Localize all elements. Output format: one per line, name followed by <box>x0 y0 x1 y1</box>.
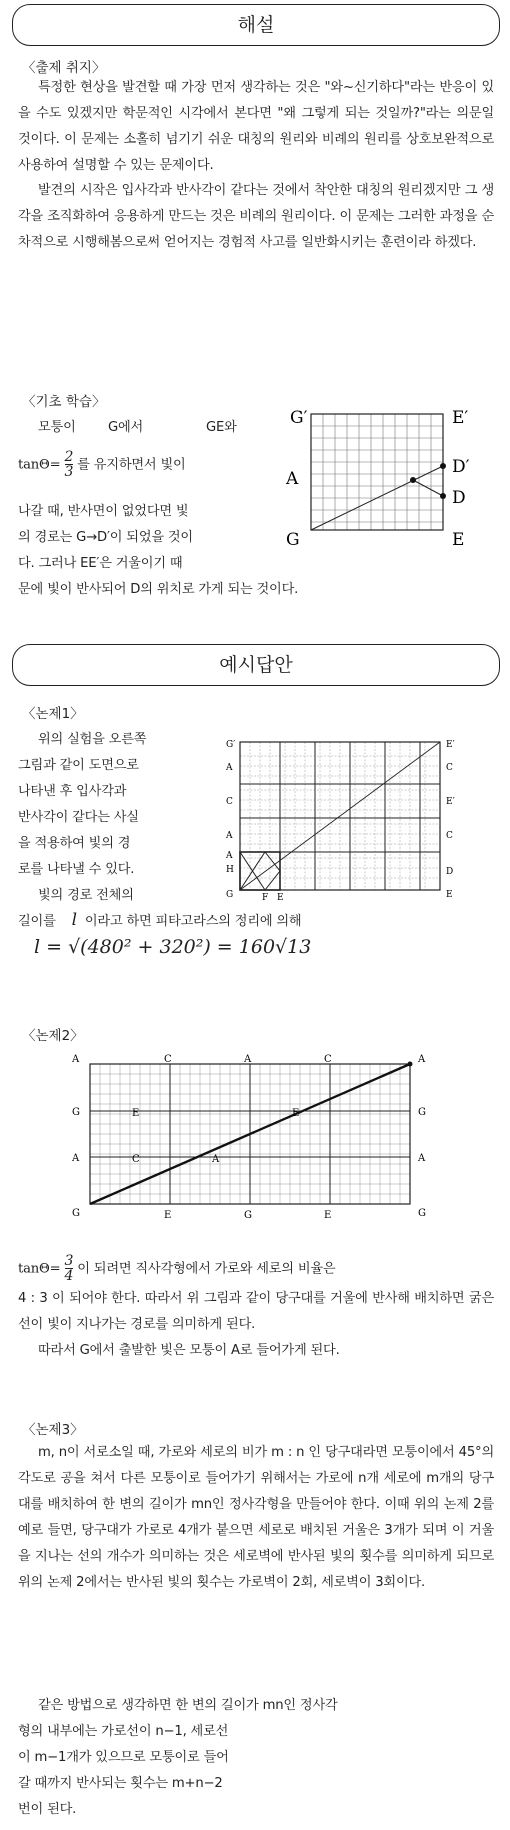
svg-text:C: C <box>446 763 453 773</box>
q3-line-5: 번이 된다. <box>18 1802 77 1817</box>
q1-formula: l = √(480² + 320²) = 160√13 <box>34 936 312 958</box>
basic-line-4: 의 경로는 G→D′이 되었을 것이 <box>18 530 193 545</box>
svg-text:E: E <box>277 893 284 903</box>
q3-line-4: 갈 때까지 반사되는 횟수는 m+n−2 <box>18 1776 223 1791</box>
label-D: D <box>452 488 466 508</box>
svg-text:A: A <box>226 851 233 861</box>
q2-heading: 〈논제2〉 <box>22 1028 84 1044</box>
svg-text:G: G <box>72 1107 80 1118</box>
q2-text: 4 : 3 이 되어야 한다. 따라서 위 그림과 같이 당구대를 거울에 반사해 배치하면 굵은 선이 빛이 지나가는 경로를 의미하게 된다. 따라서 G에서 출발한 빛은 모퉁이 A로 들어가게 된다. <box>18 1291 494 1358</box>
svg-text:E′: E′ <box>446 797 455 807</box>
q3-heading: 〈논제3〉 <box>22 1422 84 1438</box>
svg-text:A: A <box>72 1153 80 1164</box>
q2-tan-fraction: $\frac{3}{4}$ <box>64 1253 74 1284</box>
q2-tan-line: tanΘ= $\frac{3}{4}$ 이 되려면 직사각형에서 가로와 세로의 비율은 <box>18 1253 336 1284</box>
svg-text:E: E <box>164 1210 172 1221</box>
q1-line-6: 로를 나타낼 수 있다. <box>18 862 135 877</box>
svg-text:C: C <box>324 1054 332 1065</box>
basic-line-2: tanΘ= $\frac{2}{3}$ 를 유지하면서 빛이 <box>18 449 186 480</box>
svg-text:G: G <box>418 1107 426 1118</box>
intent-heading: 〈출제 취지〉 <box>22 60 106 76</box>
section-header-explain: 해설 <box>12 4 500 46</box>
svg-text:C: C <box>132 1154 140 1165</box>
svg-text:A: A <box>418 1054 426 1065</box>
svg-text:C: C <box>446 831 453 841</box>
q1-line-4: 반사각이 같다는 사실 <box>18 810 139 825</box>
svg-text:C: C <box>164 1054 172 1065</box>
svg-text:E: E <box>446 890 453 900</box>
q1-heading: 〈논제1〉 <box>22 706 84 722</box>
q2-figure <box>68 1052 430 1222</box>
q3-line-1: 같은 방법으로 생각하면 한 변의 길이가 mn인 정사각 <box>38 1698 338 1713</box>
svg-text:E′: E′ <box>446 740 455 750</box>
svg-text:G: G <box>418 1208 426 1219</box>
svg-text:D: D <box>446 867 454 877</box>
q3-paragraph: m, n이 서로소일 때, 가로와 세로의 비가 m : n 인 당구대라면 모퉁이에서 45°의 각도로 공을 쳐서 다른 모퉁이로 들어가기 위해서는 가로에 n개 세로에 m개의 당구대를 배치하여 한 변의 길이가 mn인 정사각형을 만들어야 한다. 이때 위의 논제 2를 예로 들면, 당구대가 가로로 4개가 붙으면 세로로 배치된 거울은 3개가 되며 이 거울을 지나는 선의 개수가 의미하는 것은 세로벽에 반사된 빛의 횟수를 의미하게 되므로 위의 논제 2에서는 반사된 빛의 횟수는 가로벽이 2회, 세로벽이 3회이다. <box>18 1445 494 1590</box>
svg-text:E: E <box>324 1210 332 1221</box>
q3-line-3: 이 m−1개가 있으므로 모퉁이로 들어 <box>18 1750 229 1765</box>
tan-fraction: $\frac{2}{3}$ <box>64 449 74 480</box>
q1-line-5: 을 적용하여 빛의 경 <box>18 836 131 851</box>
basic-figure <box>286 405 500 575</box>
q3-line-2: 형의 내부에는 가로선이 n−1, 세로선 <box>18 1724 229 1739</box>
q1-line-1: 위의 실험을 오른쪽 <box>38 732 147 747</box>
svg-text:G: G <box>244 1210 252 1221</box>
label-D-prime: D′ <box>452 457 470 477</box>
q1-line-2: 그림과 같이 도면으로 <box>18 758 139 773</box>
svg-text:E: E <box>292 1108 300 1119</box>
svg-text:A: A <box>418 1153 426 1164</box>
svg-text:C: C <box>226 797 233 807</box>
intent-paragraph-1: 특정한 현상을 발견할 때 가장 먼저 생각하는 것은 "와~신기하다"라는 반응이 있을 수도 있겠지만 학문적인 시각에서 본다면 "왜 그렇게 되는 것일까?"라는 의문일 것이다. 이 문제는 소홀히 넘기기 쉬운 대칭의 원리와 비례의 원리를 상호보완적으로 사용하여 설명할 수 있는 문제이다. 발견의 시작은 입사각과 반사각이 같다는 것에서 착안한 대칭의 원리겠지만 그 생각을 조직화하여 응용하게 만드는 것은 비례의 원리이다. 이 문제는 그러한 과정을 순차적으로 시행해봄으로써 얻어지는 경험적 사고를 일반화시키는 훈련이라 하겠다. <box>18 80 494 250</box>
svg-text:A: A <box>212 1154 220 1165</box>
svg-text:G: G <box>226 890 234 900</box>
svg-text:A: A <box>72 1054 80 1065</box>
q1-figure <box>222 738 504 906</box>
q1-line-7: 빛의 경로 전체의 <box>38 888 134 903</box>
label-E-prime: E′ <box>452 408 469 428</box>
section-header-answer: 예시답안 <box>12 644 500 686</box>
basic-heading: 〈기초 학습〉 <box>22 394 106 410</box>
basic-line-1: 모퉁이 G에서 GE와 <box>38 420 237 435</box>
svg-text:G: G <box>72 1208 80 1219</box>
svg-text:G′: G′ <box>226 740 236 750</box>
q1-line-8: 길이를 l 이라고 하면 피타고라스의 정리에 의해 <box>18 910 302 930</box>
basic-line-6: 문에 빛이 반사되어 D의 위치로 가게 되는 것이다. <box>18 582 299 597</box>
svg-text:A: A <box>244 1054 252 1065</box>
label-G: G <box>286 530 300 550</box>
basic-line-3: 나갈 때, 반사면이 없었다면 빛 <box>18 504 189 519</box>
svg-text:A: A <box>226 831 233 841</box>
label-G-prime: G′ <box>290 408 308 428</box>
basic-line-5: 다. 그러나 EE′은 거울이기 때 <box>18 556 183 571</box>
svg-text:F: F <box>262 893 269 903</box>
q1-line-3: 나타낸 후 입사각과 <box>18 784 127 799</box>
label-E: E <box>452 530 465 550</box>
svg-text:H: H <box>226 865 234 875</box>
svg-text:A: A <box>226 763 233 773</box>
label-A: A <box>286 469 299 489</box>
svg-text:E: E <box>132 1108 140 1119</box>
